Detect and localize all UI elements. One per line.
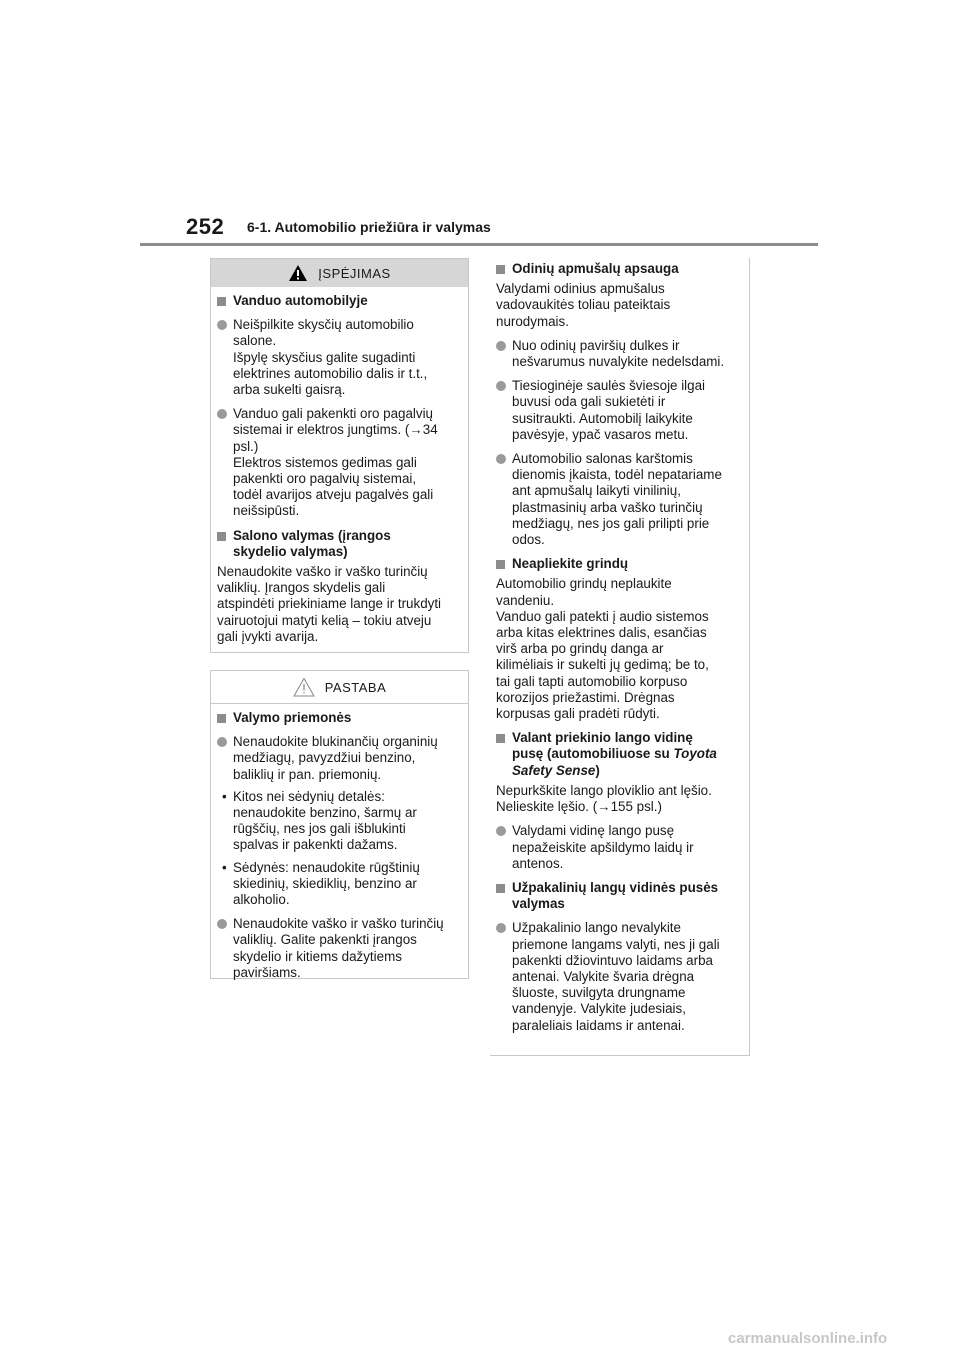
- list-item: Užpakalinio lango nevalykite priemone langams valyti, nes ji gali pakenkti džiovintuvo laidams arba antenai. Valykite švaria drėgna šluoste, suvilgyta drungname vandenyje. Valykite judesiais, paraleliais laidams ir antenai.: [496, 920, 743, 1033]
- section-title: 6-1. Automobilio priežiūra ir valymas: [247, 219, 491, 235]
- header-rule: [140, 243, 818, 246]
- sub-list-item: • Kitos nei sėdynių detalės: nenaudokite benzino, šarmų ar rūgščių, nes jos gali išblukinti spalvas ir pakenkti dažams.: [217, 789, 462, 854]
- list-item: Tiesioginėje saulės šviesoje ilgai buvusi oda gali sukietėti ir susitraukti. Automobilį laikykite pavėsyje, ypač vasaros metu.: [496, 378, 743, 443]
- paragraph: Automobilio grindų neplaukite vandeniu. Vanduo gali patekti į audio sistemos arba kitas elektrines dalis, esančias virš arba po grindų danga ar kilimėliais ir sukelti jų gedimą; be to, tai gali tapti automobilio korpuso korozijos priežastimi. Drėgnas korpusas gali pradėti rūdyti.: [496, 576, 709, 722]
- list-item: Automobilio salonas karštomis dienomis įkaista, todėl nepatariame ant apmušalų laikyti vinilinių, plastmasinių arba vaško turinčių medžiagų, nes jos gali prilipti prie odos.: [496, 451, 743, 548]
- paragraph: Valydami odinius apmušalus vadovaukitės toliau pateiktais nurodymais.: [496, 281, 671, 329]
- warning-heading-cleaning: Salono valymas (įrangos skydelio valymas): [217, 528, 462, 560]
- list-item: Nuo odinių paviršių dulkes ir nešvarumus nuvalykite nedelsdami.: [496, 338, 743, 370]
- list-item: Neišpilkite skysčių automobilio salone. Išpylę skysčius galite sugadinti elektrines automobilio dalis ir t.t., arba sukelti gaisrą.: [217, 317, 462, 398]
- list-item: Nenaudokite blukinančių organinių medžiagų, pavyzdžiui benzino, baliklių ir pan. priemonių.: [217, 734, 462, 783]
- warning-box: [210, 258, 469, 653]
- caution-triangle-icon: [293, 677, 315, 697]
- warning-title: ĮSPĖJIMAS: [318, 265, 391, 281]
- list-item: Nenaudokite vaško ir vaško turinčių valiklių. Galite pakenkti įrangos skydelio ir kitiems dažytiems paviršiams.: [217, 916, 462, 981]
- notice-box: [210, 670, 469, 979]
- warning-triangle-icon: [288, 264, 308, 282]
- heading-floor: Neapliekite grindų: [496, 556, 743, 572]
- notice-heading: Valymo priemonės: [217, 710, 462, 726]
- watermark: carmanualsonline.info: [728, 1330, 888, 1347]
- list-item: Vanduo gali pakenkti oro pagalvių sistemai ir elektros jungtims. (→34 psl.) Elektros sistemos gedimas gali pakenkti oro pagalvių sistemai, todėl avarijos atveju pagalvės gali neišsipūsti.: [217, 406, 462, 519]
- sub-list-item: • Sėdynės: nenaudokite rūgštinių skiedinių, skiediklių, benzino ar alkoholio.: [217, 860, 462, 909]
- paragraph: Nepurkškite lango ploviklio ant lęšio. Nelieskite lęšio. (→155 psl.): [496, 782, 712, 815]
- list-item: Valydami vidinę lango pusę nepažeiskite apšildymo laidų ir antenos.: [496, 823, 743, 872]
- notice-header: [211, 671, 468, 704]
- heading-windshield: Valant priekinio lango vidinę pusę (automobiliuose su Toyota Safety Sense): [496, 730, 743, 779]
- page-number: 252: [186, 214, 225, 239]
- notice-title: PASTABA: [324, 679, 387, 695]
- heading-leather-protection: Odinių apmušalų apsauga: [496, 261, 743, 277]
- warning-heading-water: Vanduo automobilyje: [217, 293, 462, 309]
- right-column: [490, 258, 750, 1056]
- warning-paragraph: Nenaudokite vaško ir vaško turinčių valiklių. Įrangos skydelis gali atspindėti priekiniame lange ir trukdyti vairuotojui matyti kelią – tokiu atveju gali įvykti avarija.: [217, 564, 442, 644]
- warning-header: [211, 259, 468, 287]
- heading-rear-windows: Užpakalinių langų vidinės pusės valymas: [496, 880, 743, 912]
